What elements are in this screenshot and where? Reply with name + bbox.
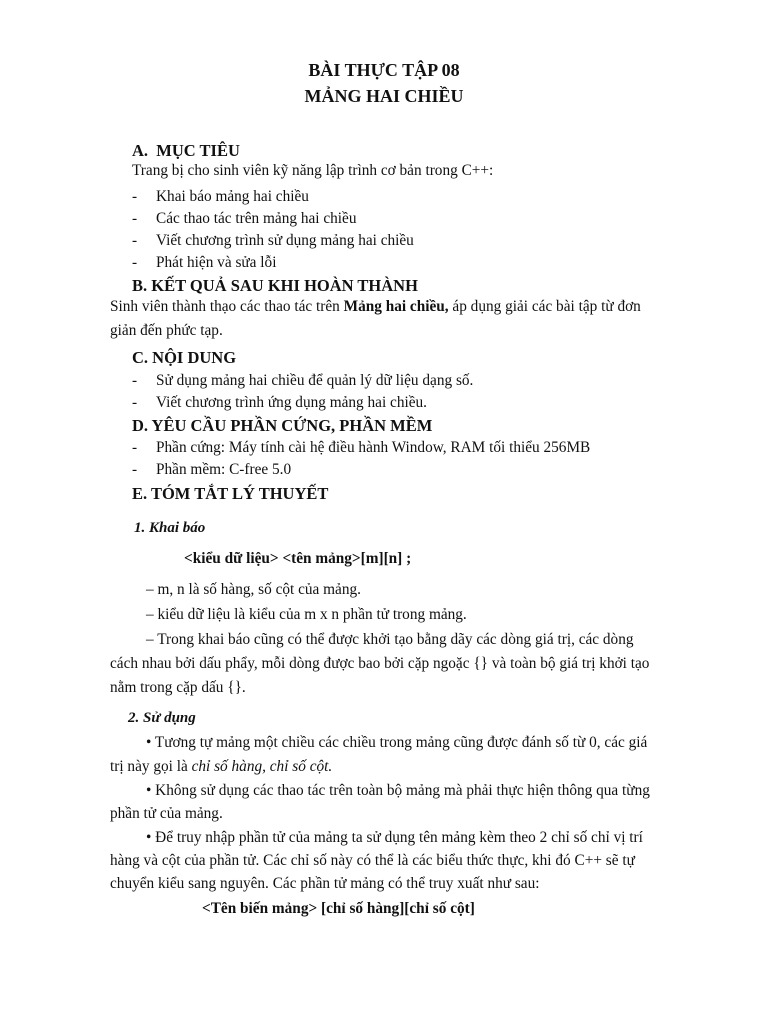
section-b-bold-text: Mảng hai chiều,	[343, 298, 449, 315]
list-item	[132, 439, 590, 457]
section-d-heading: D. YÊU CẦU PHẦN CỨNG, PHẦN MỀM	[132, 416, 433, 435]
list-item-text: Viết chương trình sử dụng mảng hai chiều	[156, 232, 414, 249]
access-syntax: <Tên biến mảng> [chỉ số hàng][chỉ số cột]	[202, 900, 475, 917]
section-e-heading: E. TÓM TẮT LÝ THUYẾT	[132, 484, 329, 503]
list-item	[132, 372, 473, 390]
dash-bullet: -	[132, 188, 138, 205]
paragraph-line: hàng và cột của phần tử. Các chỉ số này có thể là các biểu thức thực, khi đó C++ sẽ tự	[110, 852, 635, 869]
subsection-2-heading: 2. Sử dụng	[128, 710, 196, 726]
list-item-text: Phần cứng: Máy tính cài hệ điều hành Window, RAM tối thiểu 256MB	[156, 439, 591, 456]
paragraph-line: – kiểu dữ liệu là kiểu của m x n phần tử trong mảng.	[146, 606, 467, 623]
list-item	[132, 254, 276, 272]
list-item	[132, 210, 356, 228]
paragraph-line: • Để truy nhập phần tử của mảng ta sử dụng tên mảng kèm theo 2 chỉ số chỉ vị trí	[146, 829, 643, 846]
dash-bullet: -	[132, 461, 138, 478]
section-b-line: giản đến phức tạp.	[110, 322, 223, 339]
paragraph-line: nằm trong cặp dấu {}.	[110, 679, 246, 696]
section-a-heading	[132, 141, 240, 161]
paragraph-line: – m, n là số hàng, số cột của mảng.	[146, 581, 361, 598]
list-item-text: Khai báo mảng hai chiều	[156, 188, 309, 205]
section-b-line	[110, 298, 641, 316]
paragraph-line	[110, 758, 332, 776]
section-b-text: Sinh viên thành thạo các thao tác trên	[110, 298, 344, 315]
list-item	[132, 188, 309, 206]
list-item	[132, 232, 414, 250]
dash-bullet: -	[132, 210, 138, 227]
dash-bullet: -	[132, 232, 138, 249]
paragraph-line: phần tử của mảng.	[110, 805, 223, 822]
dash-bullet: -	[132, 439, 138, 456]
section-b-heading: B. KẾT QUẢ SAU KHI HOÀN THÀNH	[132, 276, 418, 295]
section-a-intro: Trang bị cho sinh viên kỹ năng lập trình cơ bản trong C++:	[132, 162, 494, 179]
paragraph-line: chuyển kiểu sang nguyên. Các phần tử mảng có thể truy xuất như sau:	[110, 875, 540, 892]
paragraph-line: cách nhau bởi dấu phẩy, mỗi dòng được bao bởi cặp ngoặc {} và toàn bộ giá trị khởi tạo	[110, 655, 650, 672]
dash-bullet: -	[132, 372, 138, 389]
page-subtitle: MẢNG HAI CHIỀU	[304, 86, 464, 106]
section-a-title: MỤC TIÊU	[156, 141, 240, 160]
paragraph-line: – Trong khai báo cũng có thể được khởi tạo bằng dãy các dòng giá trị, các dòng	[146, 631, 634, 648]
list-item	[132, 394, 427, 412]
list-item-text: Viết chương trình ứng dụng mảng hai chiều.	[156, 394, 427, 411]
paragraph-line: • Tương tự mảng một chiều các chiều trong mảng cũng được đánh số từ 0, các giá	[146, 734, 648, 751]
list-item-text: Sử dụng mảng hai chiều để quản lý dữ liệu dạng số.	[156, 372, 474, 389]
list-item-text: Phần mềm: C-free 5.0	[156, 461, 292, 478]
paragraph-italic-text: chỉ số hàng, chỉ số cột.	[191, 758, 333, 775]
list-item	[132, 461, 291, 479]
declaration-syntax: <kiểu dữ liệu> <tên mảng>[m][n] ;	[184, 550, 412, 567]
list-item-text: Các thao tác trên mảng hai chiều	[156, 210, 357, 227]
dash-bullet: -	[132, 394, 138, 411]
section-a-letter: A.	[132, 141, 149, 160]
dash-bullet: -	[132, 254, 138, 271]
list-item-text: Phát hiện và sửa lỗi	[156, 254, 277, 271]
paragraph-text: trị này gọi là	[110, 758, 192, 775]
paragraph-line: • Không sử dụng các thao tác trên toàn bộ mảng mà phải thực hiện thông qua từng	[146, 782, 650, 799]
section-c-heading: C. NỘI DUNG	[132, 348, 237, 367]
page-title: BÀI THỰC TẬP 08	[308, 60, 460, 80]
subsection-1-heading: 1. Khai báo	[134, 520, 206, 536]
section-b-text: áp dụng giải các bài tập từ đơn	[448, 298, 641, 315]
